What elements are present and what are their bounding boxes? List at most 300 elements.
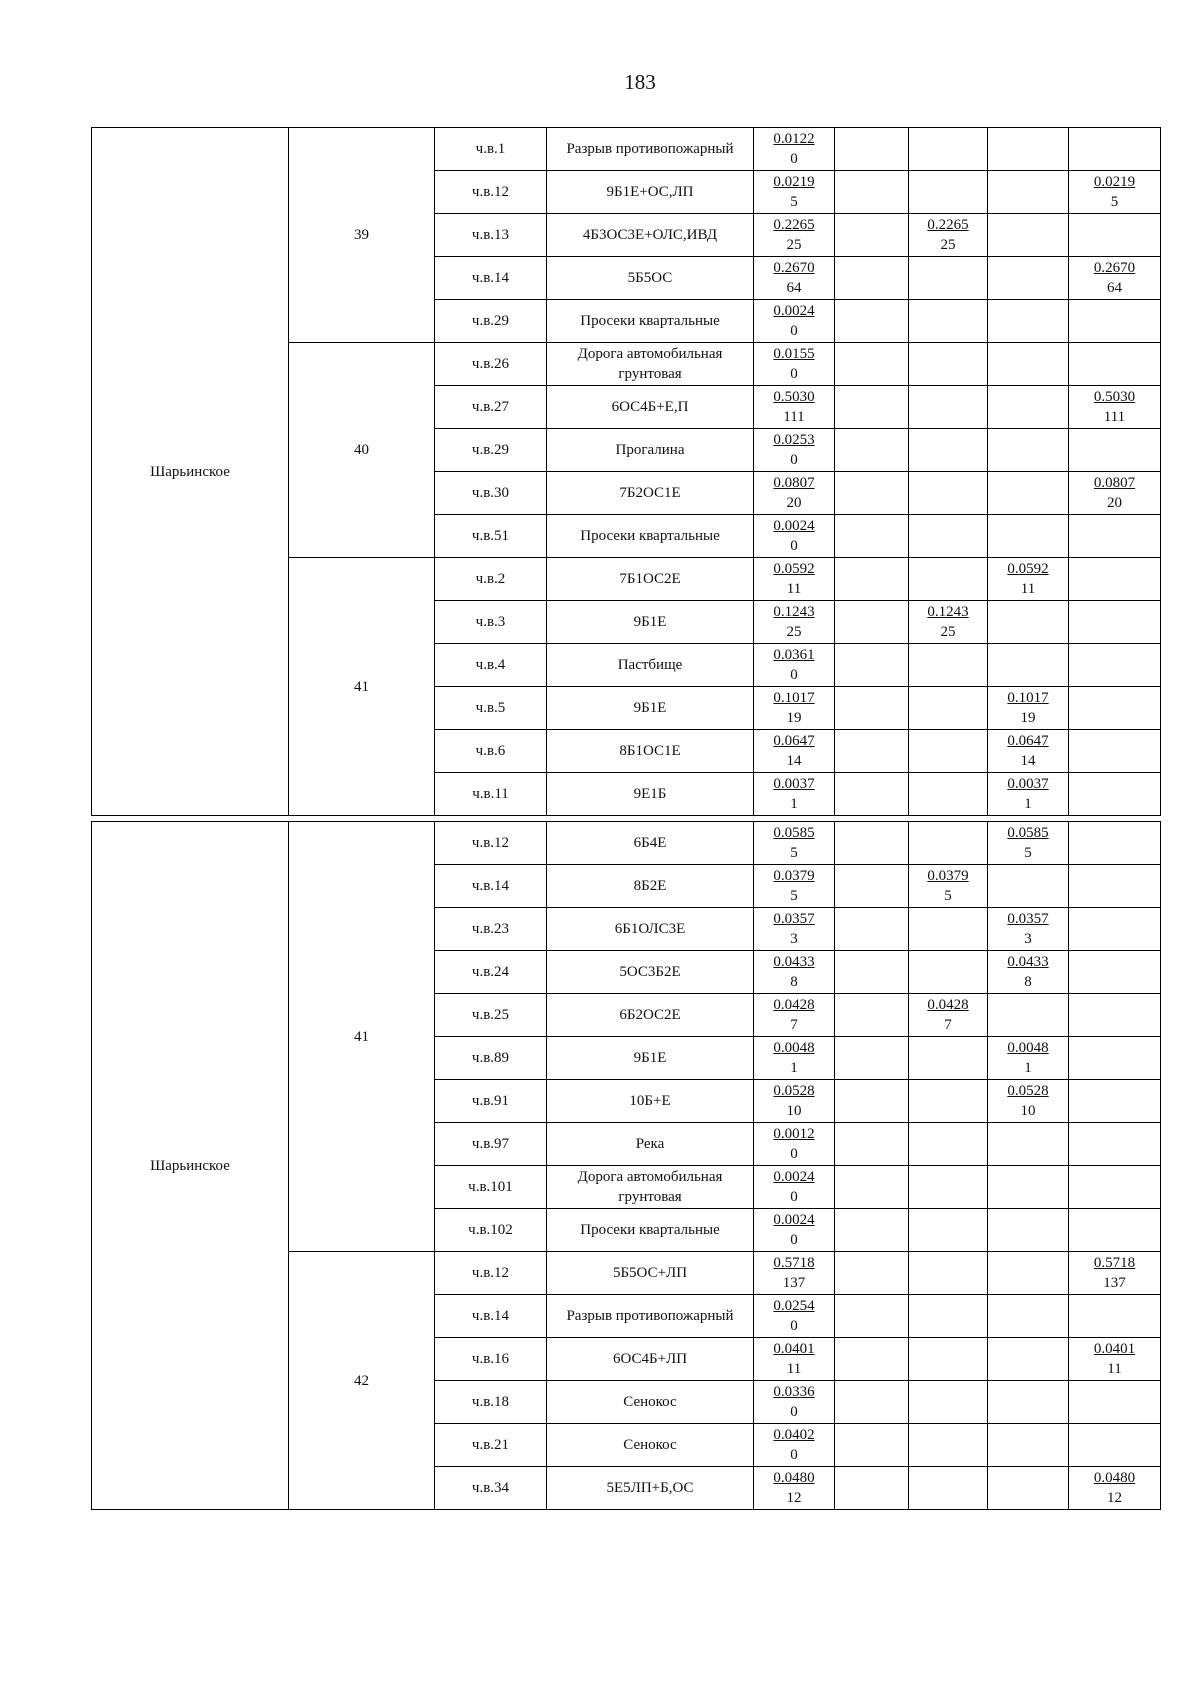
value-area: 0.0528 xyxy=(773,1083,815,1099)
category-value-cell xyxy=(835,429,909,472)
value-volume: 8 xyxy=(790,974,798,990)
value-area: 0.5030 xyxy=(1093,389,1136,405)
category-value-cell xyxy=(1069,558,1161,601)
category-value-cell xyxy=(909,1080,988,1123)
value-area: 0.0253 xyxy=(773,432,815,448)
category-value-cell xyxy=(988,128,1069,171)
category-value-cell xyxy=(988,730,1069,773)
value-area: 0.0428 xyxy=(773,997,815,1013)
kvartal-number: 41 xyxy=(289,822,435,1252)
vydel-number: ч.в.51 xyxy=(435,515,547,558)
category-value-cell xyxy=(835,171,909,214)
vydel-number: ч.в.29 xyxy=(435,300,547,343)
category-value-cell xyxy=(1069,1424,1161,1467)
value-volume: 10 xyxy=(1020,1103,1036,1119)
value-volume: 137 xyxy=(1103,1275,1126,1291)
category-value-cell xyxy=(835,214,909,257)
category-value-cell xyxy=(1069,300,1161,343)
value-area: 0.0037 xyxy=(1007,776,1049,792)
category-value-cell xyxy=(1069,908,1161,951)
category-value-cell xyxy=(909,386,988,429)
category-value-cell xyxy=(909,822,988,865)
vydel-description: 9Б1Е xyxy=(547,1037,754,1080)
category-value-cell xyxy=(988,1338,1069,1381)
vydel-description: 6Б1ОЛС3Е xyxy=(547,908,754,951)
value-volume: 1 xyxy=(1024,796,1032,812)
category-value-cell xyxy=(909,171,988,214)
category-value-cell xyxy=(988,1209,1069,1252)
category-value-cell xyxy=(835,472,909,515)
vydel-description: 6Б4Е xyxy=(547,822,754,865)
vydel-number: ч.в.27 xyxy=(435,386,547,429)
category-value-cell xyxy=(909,472,988,515)
total-value-cell xyxy=(754,994,835,1037)
category-value-cell xyxy=(988,171,1069,214)
category-value-cell xyxy=(835,822,909,865)
vydel-description: 9Б1Е xyxy=(547,687,754,730)
vydel-number: ч.в.26 xyxy=(435,343,547,386)
category-value-cell xyxy=(988,300,1069,343)
category-value-cell xyxy=(1069,822,1161,865)
vydel-number: ч.в.23 xyxy=(435,908,547,951)
category-value-cell xyxy=(909,644,988,687)
vydel-description: Просеки квартальные xyxy=(547,515,754,558)
total-value-cell xyxy=(754,429,835,472)
category-value-cell xyxy=(1069,773,1161,816)
category-value-cell xyxy=(988,601,1069,644)
total-value-cell xyxy=(754,908,835,951)
value-volume: 137 xyxy=(782,1275,806,1291)
total-value-cell xyxy=(754,171,835,214)
category-value-cell xyxy=(835,1381,909,1424)
value-area: 0.0122 xyxy=(773,131,815,147)
value-area: 0.0379 xyxy=(927,868,969,884)
forest-table-block-2 xyxy=(91,821,1161,1510)
category-value-cell xyxy=(988,865,1069,908)
value-area: 0.0155 xyxy=(773,346,815,362)
vydel-number: ч.в.102 xyxy=(435,1209,547,1252)
category-value-cell xyxy=(835,994,909,1037)
vydel-number: ч.в.89 xyxy=(435,1037,547,1080)
category-value-cell xyxy=(1069,472,1161,515)
vydel-number: ч.в.34 xyxy=(435,1467,547,1510)
category-value-cell xyxy=(909,1209,988,1252)
category-value-cell xyxy=(909,558,988,601)
category-value-cell xyxy=(1069,1080,1161,1123)
vydel-description: 9Б1Е xyxy=(547,601,754,644)
value-volume: 64 xyxy=(786,280,802,296)
category-value-cell xyxy=(1069,386,1161,429)
value-area: 0.0401 xyxy=(1093,1341,1136,1357)
vydel-description: 6ОС4Б+Е,П xyxy=(547,386,754,429)
category-value-cell xyxy=(1069,257,1161,300)
total-value-cell xyxy=(754,558,835,601)
category-value-cell xyxy=(835,644,909,687)
vydel-description: 8Б2Е xyxy=(547,865,754,908)
vydel-number: ч.в.4 xyxy=(435,644,547,687)
category-value-cell xyxy=(988,908,1069,951)
vydel-number: ч.в.97 xyxy=(435,1123,547,1166)
vydel-number: ч.в.29 xyxy=(435,429,547,472)
category-value-cell xyxy=(835,1209,909,1252)
vydel-description: 5ОС3Б2Е xyxy=(547,951,754,994)
vydel-description: Дорога автомобильная грунтовая xyxy=(547,1166,754,1209)
total-value-cell xyxy=(754,343,835,386)
value-area: 0.0357 xyxy=(773,911,815,927)
value-area: 0.0528 xyxy=(1007,1083,1049,1099)
value-area: 0.0219 xyxy=(1093,174,1136,190)
category-value-cell xyxy=(835,558,909,601)
vydel-description: 7Б1ОС2Е xyxy=(547,558,754,601)
category-value-cell xyxy=(1069,1123,1161,1166)
category-value-cell xyxy=(909,1381,988,1424)
forestry-name: Шарьинское xyxy=(92,822,289,1510)
category-value-cell xyxy=(1069,865,1161,908)
value-volume: 7 xyxy=(944,1017,952,1033)
category-value-cell xyxy=(909,994,988,1037)
total-value-cell xyxy=(754,300,835,343)
value-volume: 19 xyxy=(1020,710,1036,726)
value-volume: 25 xyxy=(940,624,956,640)
total-value-cell xyxy=(754,865,835,908)
value-area: 0.0480 xyxy=(773,1470,815,1486)
value-area: 0.0024 xyxy=(773,518,815,534)
value-volume: 12 xyxy=(1107,1490,1122,1506)
category-value-cell xyxy=(835,386,909,429)
category-value-cell xyxy=(1069,171,1161,214)
category-value-cell xyxy=(909,1123,988,1166)
vydel-number: ч.в.6 xyxy=(435,730,547,773)
category-value-cell xyxy=(1069,1037,1161,1080)
value-area: 0.1017 xyxy=(773,690,815,706)
value-area: 0.0254 xyxy=(773,1298,815,1314)
category-value-cell xyxy=(909,1295,988,1338)
vydel-number: ч.в.16 xyxy=(435,1338,547,1381)
category-value-cell xyxy=(1069,730,1161,773)
vydel-number: ч.в.18 xyxy=(435,1381,547,1424)
value-volume: 64 xyxy=(1107,280,1122,296)
category-value-cell xyxy=(1069,429,1161,472)
category-value-cell xyxy=(835,1166,909,1209)
value-volume: 1 xyxy=(790,1060,798,1076)
value-area: 0.0336 xyxy=(773,1384,815,1400)
total-value-cell xyxy=(754,773,835,816)
category-value-cell xyxy=(988,472,1069,515)
category-value-cell xyxy=(988,558,1069,601)
vydel-description: 6ОС4Б+ЛП xyxy=(547,1338,754,1381)
total-value-cell xyxy=(754,214,835,257)
vydel-description: Просеки квартальные xyxy=(547,300,754,343)
value-volume: 5 xyxy=(944,888,952,904)
vydel-number: ч.в.14 xyxy=(435,1295,547,1338)
total-value-cell xyxy=(754,1338,835,1381)
category-value-cell xyxy=(909,1424,988,1467)
value-area: 0.0024 xyxy=(773,1169,815,1185)
category-value-cell xyxy=(835,951,909,994)
category-value-cell xyxy=(909,300,988,343)
category-value-cell xyxy=(909,128,988,171)
value-area: 0.0592 xyxy=(773,561,815,577)
category-value-cell xyxy=(835,687,909,730)
value-area: 0.1243 xyxy=(773,604,815,620)
category-value-cell xyxy=(835,300,909,343)
value-volume: 0 xyxy=(790,1318,798,1334)
category-value-cell xyxy=(835,257,909,300)
value-area: 0.0433 xyxy=(1007,954,1049,970)
value-volume: 8 xyxy=(1024,974,1032,990)
category-value-cell xyxy=(988,773,1069,816)
category-value-cell xyxy=(909,865,988,908)
category-value-cell xyxy=(909,1338,988,1381)
total-value-cell xyxy=(754,644,835,687)
category-value-cell xyxy=(909,515,988,558)
value-volume: 25 xyxy=(940,237,956,253)
value-area: 0.5718 xyxy=(1093,1255,1136,1271)
value-volume: 0 xyxy=(790,1189,798,1205)
total-value-cell xyxy=(754,730,835,773)
total-value-cell xyxy=(754,687,835,730)
total-value-cell xyxy=(754,951,835,994)
category-value-cell xyxy=(988,386,1069,429)
value-volume: 11 xyxy=(1020,581,1036,597)
category-value-cell xyxy=(988,1295,1069,1338)
category-value-cell xyxy=(988,644,1069,687)
total-value-cell xyxy=(754,1209,835,1252)
table-row xyxy=(92,822,1161,865)
vydel-description: 5Б5ОС xyxy=(547,257,754,300)
value-volume: 0 xyxy=(790,1404,798,1420)
value-volume: 0 xyxy=(790,1146,798,1162)
vydel-description: 9Е1Б xyxy=(547,773,754,816)
value-area: 0.1017 xyxy=(1007,690,1049,706)
category-value-cell xyxy=(835,1424,909,1467)
value-volume: 14 xyxy=(786,753,802,769)
vydel-description: Разрыв противопожарный xyxy=(547,1295,754,1338)
kvartal-number: 42 xyxy=(289,1252,435,1510)
value-area: 0.0402 xyxy=(773,1427,815,1443)
category-value-cell xyxy=(835,515,909,558)
category-value-cell xyxy=(1069,1467,1161,1510)
value-area: 0.0379 xyxy=(773,868,815,884)
value-area: 0.5718 xyxy=(773,1255,815,1271)
vydel-description: 5Б5ОС+ЛП xyxy=(547,1252,754,1295)
value-volume: 10 xyxy=(786,1103,802,1119)
value-volume: 3 xyxy=(790,931,798,947)
vydel-number: ч.в.101 xyxy=(435,1166,547,1209)
vydel-number: ч.в.21 xyxy=(435,1424,547,1467)
category-value-cell xyxy=(988,822,1069,865)
category-value-cell xyxy=(835,601,909,644)
value-area: 0.0024 xyxy=(773,1212,815,1228)
vydel-description: Просеки квартальные xyxy=(547,1209,754,1252)
total-value-cell xyxy=(754,1424,835,1467)
category-value-cell xyxy=(835,1252,909,1295)
category-value-cell xyxy=(909,214,988,257)
total-value-cell xyxy=(754,1037,835,1080)
value-area: 0.0585 xyxy=(773,825,815,841)
vydel-description: Дорога автомобильная грунтовая xyxy=(547,343,754,386)
value-volume: 25 xyxy=(786,624,802,640)
category-value-cell xyxy=(835,1037,909,1080)
vydel-number: ч.в.12 xyxy=(435,1252,547,1295)
category-value-cell xyxy=(909,773,988,816)
total-value-cell xyxy=(754,128,835,171)
total-value-cell xyxy=(754,515,835,558)
value-volume: 25 xyxy=(786,237,802,253)
total-value-cell xyxy=(754,257,835,300)
category-value-cell xyxy=(1069,644,1161,687)
category-value-cell xyxy=(909,1252,988,1295)
value-volume: 0 xyxy=(790,1447,798,1463)
total-value-cell xyxy=(754,1381,835,1424)
value-area: 0.0401 xyxy=(773,1341,815,1357)
category-value-cell xyxy=(988,1080,1069,1123)
vydel-description: 4Б3ОС3Е+ОЛС,ИВД xyxy=(547,214,754,257)
category-value-cell xyxy=(909,343,988,386)
vydel-description: 9Б1Е+ОС,ЛП xyxy=(547,171,754,214)
category-value-cell xyxy=(909,601,988,644)
category-value-cell xyxy=(1069,994,1161,1037)
vydel-description: 5Е5ЛП+Б,ОС xyxy=(547,1467,754,1510)
value-area: 0.0807 xyxy=(1093,475,1136,491)
category-value-cell xyxy=(1069,1381,1161,1424)
value-area: 0.1243 xyxy=(927,604,969,620)
value-volume: 14 xyxy=(1020,753,1036,769)
value-volume: 7 xyxy=(790,1017,798,1033)
total-value-cell xyxy=(754,386,835,429)
total-value-cell xyxy=(754,472,835,515)
vydel-number: ч.в.12 xyxy=(435,171,547,214)
category-value-cell xyxy=(909,257,988,300)
value-volume: 0 xyxy=(790,366,798,382)
value-volume: 19 xyxy=(786,710,802,726)
vydel-number: ч.в.5 xyxy=(435,687,547,730)
value-volume: 111 xyxy=(1103,409,1126,425)
value-volume: 0 xyxy=(790,151,798,167)
forestry-name: Шарьинское xyxy=(92,128,289,816)
category-value-cell xyxy=(835,1295,909,1338)
category-value-cell xyxy=(909,1467,988,1510)
vydel-number: ч.в.24 xyxy=(435,951,547,994)
value-volume: 0 xyxy=(790,538,798,554)
value-area: 0.0480 xyxy=(1093,1470,1136,1486)
value-volume: 1 xyxy=(1024,1060,1032,1076)
category-value-cell xyxy=(835,773,909,816)
value-area: 0.0048 xyxy=(1007,1040,1049,1056)
total-value-cell xyxy=(754,822,835,865)
value-area: 0.0037 xyxy=(773,776,815,792)
category-value-cell xyxy=(1069,687,1161,730)
value-area: 0.0012 xyxy=(773,1126,815,1142)
vydel-description: Прогалина xyxy=(547,429,754,472)
value-area: 0.2670 xyxy=(1093,260,1136,276)
value-area: 0.0807 xyxy=(773,475,815,491)
value-volume: 5 xyxy=(790,194,798,210)
category-value-cell xyxy=(988,1123,1069,1166)
value-volume: 5 xyxy=(790,888,798,904)
vydel-description: Сенокос xyxy=(547,1424,754,1467)
category-value-cell xyxy=(988,994,1069,1037)
kvartal-number: 41 xyxy=(289,558,435,816)
category-value-cell xyxy=(909,951,988,994)
category-value-cell xyxy=(988,1381,1069,1424)
value-area: 0.0048 xyxy=(773,1040,815,1056)
category-value-cell xyxy=(988,515,1069,558)
value-area: 0.0433 xyxy=(773,954,815,970)
category-value-cell xyxy=(1069,128,1161,171)
table-row xyxy=(92,128,1161,171)
category-value-cell xyxy=(909,730,988,773)
value-area: 0.2265 xyxy=(927,217,969,233)
total-value-cell xyxy=(754,1123,835,1166)
category-value-cell xyxy=(988,1166,1069,1209)
vydel-description: Разрыв противопожарный xyxy=(547,128,754,171)
category-value-cell xyxy=(1069,515,1161,558)
vydel-description: Сенокос xyxy=(547,1381,754,1424)
kvartal-number: 39 xyxy=(289,128,435,343)
total-value-cell xyxy=(754,1166,835,1209)
category-value-cell xyxy=(835,1338,909,1381)
vydel-number: ч.в.91 xyxy=(435,1080,547,1123)
category-value-cell xyxy=(835,908,909,951)
value-volume: 3 xyxy=(1024,931,1032,947)
value-area: 0.0647 xyxy=(1007,733,1049,749)
value-volume: 111 xyxy=(783,409,805,425)
category-value-cell xyxy=(909,429,988,472)
vydel-number: ч.в.30 xyxy=(435,472,547,515)
value-volume: 5 xyxy=(790,845,798,861)
category-value-cell xyxy=(909,908,988,951)
category-value-cell xyxy=(988,1037,1069,1080)
value-area: 0.0361 xyxy=(773,647,815,663)
category-value-cell xyxy=(988,1424,1069,1467)
vydel-number: ч.в.12 xyxy=(435,822,547,865)
category-value-cell xyxy=(1069,1295,1161,1338)
value-area: 0.2265 xyxy=(773,217,815,233)
vydel-number: ч.в.25 xyxy=(435,994,547,1037)
value-area: 0.0592 xyxy=(1007,561,1049,577)
total-value-cell xyxy=(754,1295,835,1338)
category-value-cell xyxy=(1069,1166,1161,1209)
category-value-cell xyxy=(1069,601,1161,644)
vydel-number: ч.в.2 xyxy=(435,558,547,601)
vydel-description: 6Б2ОС2Е xyxy=(547,994,754,1037)
category-value-cell xyxy=(988,257,1069,300)
kvartal-number: 40 xyxy=(289,343,435,558)
category-value-cell xyxy=(835,1080,909,1123)
category-value-cell xyxy=(909,1166,988,1209)
total-value-cell xyxy=(754,1080,835,1123)
category-value-cell xyxy=(835,1123,909,1166)
vydel-description: 7Б2ОС1Е xyxy=(547,472,754,515)
total-value-cell xyxy=(754,601,835,644)
total-value-cell xyxy=(754,1252,835,1295)
forest-table-block-1 xyxy=(91,127,1161,816)
vydel-number: ч.в.13 xyxy=(435,214,547,257)
value-volume: 0 xyxy=(790,452,798,468)
vydel-number: ч.в.11 xyxy=(435,773,547,816)
value-volume: 1 xyxy=(790,796,798,812)
category-value-cell xyxy=(1069,214,1161,257)
value-area: 0.2670 xyxy=(773,260,815,276)
value-volume: 11 xyxy=(1107,1361,1122,1377)
category-value-cell xyxy=(988,429,1069,472)
category-value-cell xyxy=(1069,343,1161,386)
category-value-cell xyxy=(988,214,1069,257)
category-value-cell xyxy=(988,1467,1069,1510)
total-value-cell xyxy=(754,1467,835,1510)
value-area: 0.0357 xyxy=(1007,911,1049,927)
